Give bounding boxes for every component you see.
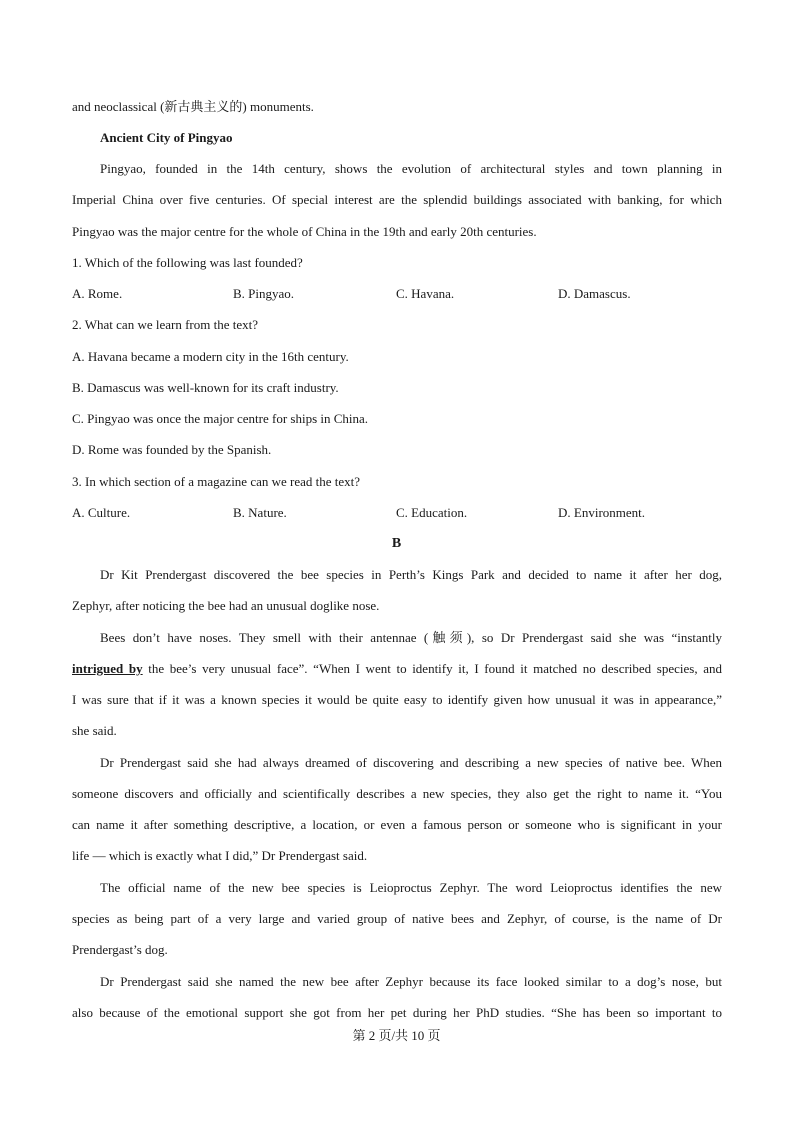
q2-option-d: D. Rome was founded by the Spanish. [72,442,272,457]
question-1-stem: 1. Which of the following was last founded? [72,255,303,270]
passage-b-p2-line-2-rest: the bee’s very unusual face”. “When I went to identify it, I found it matched no described species, and [142,661,722,676]
pingyao-line-1: Pingyao, founded in the 14th century, shows the evolution of architectural styles and town planning in [100,161,722,176]
pingyao-line-2: Imperial China over five centuries. Of special interest are the splendid buildings associated with banking, for which [72,192,722,207]
passage-b-p3-line-4: life — which is exactly what I did,” Dr Prendergast said. [72,848,368,863]
passage-b-p2-line-4: she said. [72,723,117,738]
passage-b-p2-line-3: I was sure that if it was a known species it would be quite easy to identify given how unusual it was in appearance,” [72,692,722,707]
passage-b-p2-line-1: Bees don’t have noses. They smell with their antennae (触须), so Dr Prendergast said she was “instantly [100,630,722,645]
passage-b-p3-line-1: Dr Prendergast said she had always dreamed of discovering and describing a new species of native bee. When [100,755,722,770]
passage-b-p5-line-1: Dr Prendergast said she named the new bee after Zephyr because its face looked similar to a dog’s nose, but [100,974,722,989]
page-footer: 第 2 页/共 10 页 [352,1028,441,1043]
passage-b-p3-line-3: can name it after something descriptive, a location, or even a famous person or someone who is significant in your [72,817,722,832]
q3-option-c: C. Education. [396,505,468,520]
q3-option-b: B. Nature. [233,505,287,520]
q3-option-d: D. Environment. [558,505,646,520]
passage-b-p3-line-2: someone discovers and officially and scientifically describes a new species, they also get the right to name it. “You [72,786,722,801]
q1-option-a: A. Rome. [72,286,123,301]
q2-option-c: C. Pingyao was once the major centre for ships in China. [72,411,369,426]
passage-b-p1-line-2: Zephyr, after noticing the bee had an unusual doglike nose. [72,598,380,613]
pingyao-line-3: Pingyao was the major centre for the whole of China in the 19th and early 20th centuries. [72,224,537,239]
passage-b-p4-line-3: Prendergast’s dog. [72,942,168,957]
question-2-stem: 2. What can we learn from the text? [72,317,259,332]
q1-option-b: B. Pingyao. [233,286,295,301]
q1-option-d: D. Damascus. [558,286,631,301]
passage-b-p2-line-2 [72,661,722,677]
passage-b-p4-line-1: The official name of the new bee species is Leioproctus Zephyr. The word Leioproctus identifies the new [100,880,722,895]
section-b-title: B [391,536,402,551]
passage-a-tail: and neoclassical (新古典主义的) monuments. [72,99,314,114]
passage-b-p1-line-1: Dr Kit Prendergast discovered the bee species in Perth’s Kings Park and decided to name it after her dog, [100,567,722,582]
q2-option-b: B. Damascus was well-known for its craft industry. [72,380,339,395]
question-3-stem: 3. In which section of a magazine can we read the text? [72,474,361,489]
pingyao-heading: Ancient City of Pingyao [100,130,233,145]
underlined-phrase: intrigued by [72,661,143,676]
passage-b-p5-line-2: also because of the emotional support she got from her pet during her PhD studies. “She has been so important to [72,1005,722,1020]
q2-option-a: A. Havana became a modern city in the 16th century. [72,349,349,364]
passage-b-p4-line-2: species as being part of a very large and varied group of native bees and Zephyr, of course, is the name of Dr [72,911,722,926]
q3-option-a: A. Culture. [72,505,131,520]
q1-option-c: C. Havana. [396,286,455,301]
